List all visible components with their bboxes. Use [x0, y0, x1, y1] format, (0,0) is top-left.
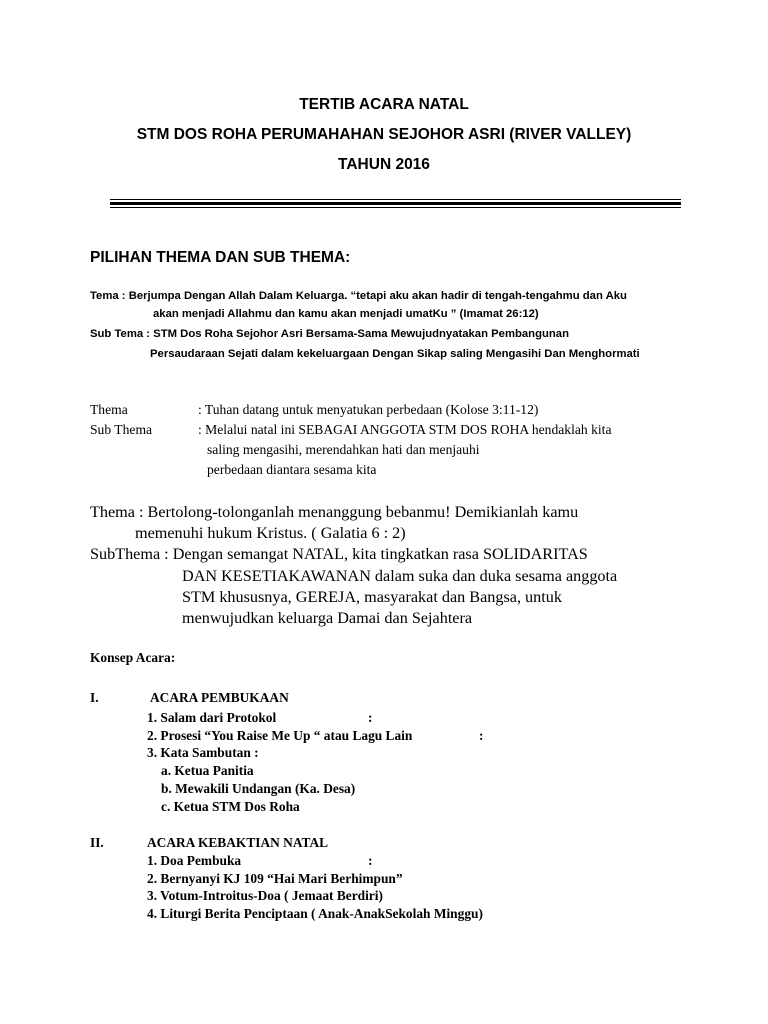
konsep-label: Konsep Acara:: [90, 650, 176, 665]
section1-item1-colon: :: [368, 710, 373, 725]
section1-item2: 2. Prosesi “You Raise Me Up “ atau Lagu Lain: [147, 728, 413, 743]
section2-item1-colon: :: [368, 853, 373, 868]
section1-item3: 3. Kata Sambutan :: [147, 745, 259, 760]
option2-tema-label: Thema: [90, 402, 128, 417]
tema-line1: Tema : Berjumpa Dengan Allah Dalam Keluarga. “tetapi aku akan hadir di tengah-tengahmu dan Aku: [90, 290, 627, 302]
option2-tema-text: : Tuhan datang untuk menyatukan perbedaan (Kolose 3:11-12): [198, 402, 539, 417]
section2-numeral: II.: [90, 835, 104, 850]
tema-line2: akan menjadi Allahmu dan kamu akan menjadi umatKu ” (Imamat 26:12): [153, 308, 539, 320]
section1-item3b: b. Mewakili Undangan (Ka. Desa): [161, 781, 356, 796]
section2-item4: 4. Liturgi Berita Penciptaan ( Anak-AnakSekolah Minggu): [147, 906, 483, 921]
document-title-line1: TERTIB ACARA NATAL: [299, 96, 469, 113]
option3-subtema-line1: SubThema : Dengan semangat NATAL, kita tingkatkan rasa SOLIDARITAS: [90, 545, 588, 563]
pilihan-heading: PILIHAN THEMA DAN SUB THEMA:: [90, 249, 351, 266]
header-rule-thick: [110, 202, 681, 205]
document-title-line3: TAHUN 2016: [338, 156, 430, 173]
option3-subtema-line2: DAN KESETIAKAWANAN dalam suka dan duka sesama anggota: [182, 567, 618, 585]
section1-numeral: I.: [90, 690, 99, 705]
option3-subtema-line3: STM khususnya, GEREJA, masyarakat dan Bangsa, untuk: [182, 588, 562, 606]
subtema-line1: Sub Tema : STM Dos Roha Sejohor Asri Bersama-Sama Mewujudnyatakan Pembangunan: [90, 328, 569, 340]
section1-item1: 1. Salam dari Protokol: [147, 710, 277, 725]
option2-subtema-label: Sub Thema: [90, 422, 153, 437]
option2-subtema-line1: : Melalui natal ini SEBAGAI ANGGOTA STM DOS ROHA hendaklah kita: [198, 422, 612, 437]
option3-tema-line2: memenuhi hukum Kristus. ( Galatia 6 : 2): [135, 524, 406, 542]
section1-title: ACARA PEMBUKAAN: [150, 690, 289, 705]
section2-item1: 1. Doa Pembuka: [147, 853, 242, 868]
section1-item3c: c. Ketua STM Dos Roha: [161, 799, 300, 814]
option2-subtema-line2: saling mengasihi, merendahkan hati dan menjauhi: [207, 442, 480, 457]
subtema-line2: Persaudaraan Sejati dalam kekeluargaan Dengan Sikap saling Mengasihi Dan Menghormati: [150, 348, 640, 360]
header-rule-bottom: [110, 207, 681, 208]
option3-tema-line1: Thema : Bertolong-tolonganlah menanggung bebanmu! Demikianlah kamu: [90, 503, 579, 521]
option3-subtema-line4: menwujudkan keluarga Damai dan Sejahtera: [182, 609, 473, 627]
section2-title: ACARA KEBAKTIAN NATAL: [147, 835, 329, 850]
option2-subtema-line3: perbedaan diantara sesama kita: [207, 462, 377, 477]
section2-item3: 3. Votum-Introitus-Doa ( Jemaat Berdiri): [147, 888, 383, 903]
section2-item2: 2. Bernyanyi KJ 109 “Hai Mari Berhimpun”: [147, 871, 403, 886]
section1-item3a: a. Ketua Panitia: [161, 763, 254, 778]
document-title-line2: STM DOS ROHA PERUMAHAHAN SEJOHOR ASRI (RIVER VALLEY): [136, 126, 632, 143]
section1-item2-colon: :: [479, 728, 484, 743]
header-rule-top: [110, 199, 681, 200]
